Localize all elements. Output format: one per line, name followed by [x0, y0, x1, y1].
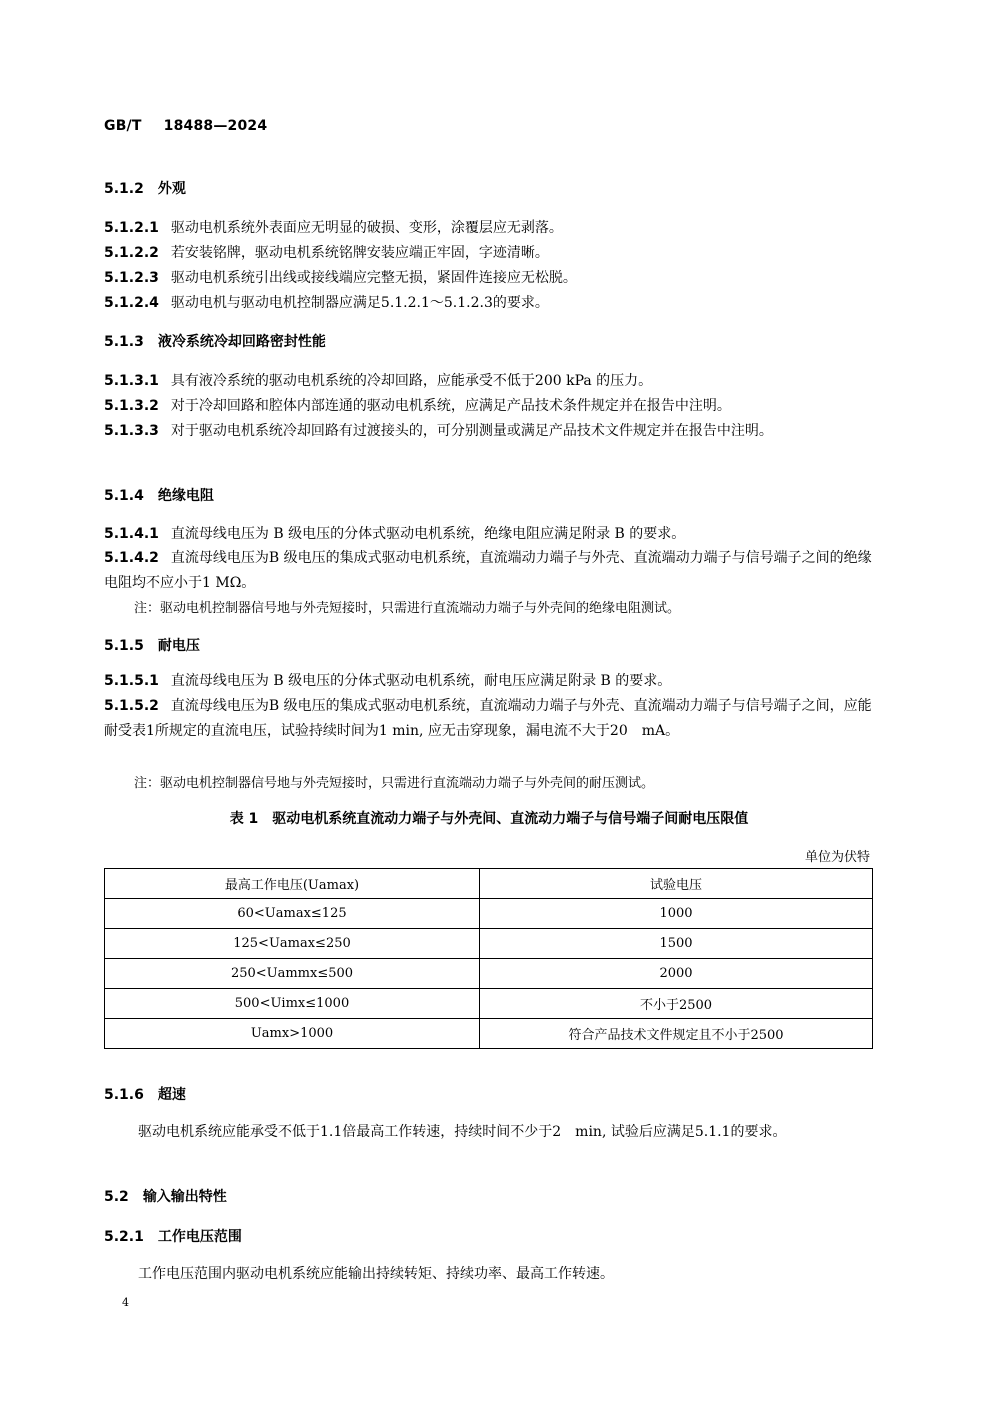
- clause-number: 5.1.5.1: [104, 673, 159, 689]
- section-number: 5.1.5: [104, 638, 144, 654]
- clause: [104, 522, 874, 547]
- clause: [104, 266, 874, 291]
- section-heading: [104, 635, 200, 655]
- clause-text: 驱动电机与驱动电机控制器应满足5.1.2.1～5.1.2.3的要求。: [170, 295, 549, 311]
- clause-number: 5.1.2.4: [104, 295, 159, 311]
- section-title: 工作电压范围: [157, 1229, 242, 1245]
- clause: [104, 241, 874, 266]
- paragraph: 驱动电机系统应能承受不低于1.1倍最高工作转速，持续时间不少于2 min, 试验后应满足5.1.1的要求。: [138, 1124, 787, 1140]
- section-heading: [104, 1226, 242, 1246]
- standard-header: [104, 118, 267, 134]
- table-row: [105, 1019, 873, 1049]
- clause-text: 直流母线电压为 B 级电压的分体式驱动电机系统，耐电压应满足附录 B 的要求。: [170, 673, 672, 689]
- clause: [104, 369, 874, 394]
- clause-text: 对于冷却回路和腔体内部连通的驱动电机系统，应满足产品技术条件规定并在报告中注明。: [170, 398, 731, 414]
- clause-text: 具有液冷系统的驱动电机系统的冷却回路，应能承受不低于200 kPa 的压力。: [170, 373, 653, 389]
- clause-text: 直流母线电压为B 级电压的集成式驱动电机系统，直流端动力端子与外壳、直流端动力端子与信号端子之间，应能耐受表1所规定的直流电压，试验持续时间为1 min, 应无击穿现象，漏电流不大于20 mA。: [104, 698, 872, 739]
- clause-text: 若安装铭牌，驱动电机系统铭牌安装应端正牢固，字迹清晰。: [170, 245, 549, 261]
- section-title: 输入输出特性: [142, 1189, 227, 1205]
- clause: [104, 694, 874, 744]
- table-cell: 符合产品技术文件规定且不小于2500: [480, 1019, 873, 1049]
- clause: [104, 394, 874, 419]
- clause-number: 5.1.2.3: [104, 270, 159, 286]
- section-heading: [104, 1084, 186, 1104]
- table-cell: 2000: [480, 959, 873, 989]
- section-number: 5.2.1: [104, 1229, 144, 1245]
- voltage-limit-table: [104, 868, 873, 1049]
- table-unit: 单位为伏特: [804, 850, 870, 865]
- clause: [104, 669, 874, 694]
- clause: [104, 291, 874, 316]
- table-cell: 不小于2500: [480, 989, 873, 1019]
- paragraph: 工作电压范围内驱动电机系统应能输出持续转矩、持续功率、最高工作转速。: [138, 1266, 614, 1282]
- table-cell: 500<Uimx≤1000: [105, 989, 480, 1019]
- section-heading: [104, 178, 186, 198]
- standard-number: 18488—2024: [163, 118, 268, 134]
- table-cell: 60<Uamax≤125: [105, 899, 480, 929]
- clause-text: 驱动电机系统外表面应无明显的破损、变形，涂覆层应无剥落。: [170, 220, 563, 236]
- note: 注：驱动电机控制器信号地与外壳短接时，只需进行直流端动力端子与外壳间的绝缘电阻测试。: [134, 601, 681, 616]
- table-row: [105, 899, 873, 929]
- table-cell: 125<Uamax≤250: [105, 929, 480, 959]
- clause-number: 5.1.2.1: [104, 220, 159, 236]
- clause: [104, 419, 874, 444]
- table-row: [105, 989, 873, 1019]
- section-title: 超速: [157, 1087, 186, 1103]
- section-heading: [104, 485, 214, 505]
- section-title: 液冷系统冷却回路密封性能: [157, 334, 326, 350]
- section-title: 绝缘电阻: [157, 488, 214, 504]
- table-caption: 表 1 驱动电机系统直流动力端子与外壳间、直流动力端子与信号端子间耐电压限值: [229, 811, 749, 827]
- clause-number: 5.1.5.2: [104, 698, 159, 714]
- section-number: 5.1.4: [104, 488, 144, 504]
- section-number: 5.1.6: [104, 1087, 144, 1103]
- clause-number: 5.1.3.1: [104, 373, 159, 389]
- section-number: 5.1.3: [104, 334, 144, 350]
- clause-text: 直流母线电压为 B 级电压的分体式驱动电机系统，绝缘电阻应满足附录 B 的要求。: [170, 526, 686, 542]
- clause: [104, 546, 874, 596]
- clause-number: 5.1.4.1: [104, 526, 159, 542]
- table-row: [105, 959, 873, 989]
- table-cell: Uamx>1000: [105, 1019, 480, 1049]
- note: 注：驱动电机控制器信号地与外壳短接时，只需进行直流端动力端子与外壳间的耐压测试。: [134, 776, 655, 791]
- clause-text: 驱动电机系统引出线或接线端应完整无损，紧固件连接应无松脱。: [170, 270, 577, 286]
- table-cell: 1500: [480, 929, 873, 959]
- clause: [104, 216, 874, 241]
- clause-text: 对于驱动电机系统冷却回路有过渡接头的，可分别测量或满足产品技术文件规定并在报告中注明。: [170, 423, 773, 439]
- standard-code: GB/T: [104, 118, 142, 134]
- section-number: 5.2: [104, 1189, 129, 1205]
- section-number: 5.1.2: [104, 181, 144, 197]
- table-row: [105, 929, 873, 959]
- clause-number: 5.1.3.3: [104, 423, 159, 439]
- column-header: 最高工作电压(Uamax): [105, 869, 480, 899]
- table-header-row: [105, 869, 873, 899]
- column-header: 试验电压: [480, 869, 873, 899]
- clause-number: 5.1.2.2: [104, 245, 159, 261]
- section-heading: [104, 331, 326, 351]
- clause-number: 5.1.4.2: [104, 550, 159, 566]
- section-heading: [104, 1186, 227, 1206]
- page-number: 4: [122, 1296, 129, 1309]
- clause-number: 5.1.3.2: [104, 398, 159, 414]
- clause-text: 直流母线电压为B 级电压的集成式驱动电机系统，直流端动力端子与外壳、直流端动力端子与信号端子之间的绝缘电阻均不应小于1 MΩ。: [104, 550, 872, 591]
- table-cell: 1000: [480, 899, 873, 929]
- table-cell: 250<Uammx≤500: [105, 959, 480, 989]
- section-title: 耐电压: [157, 638, 200, 654]
- section-title: 外观: [157, 181, 186, 197]
